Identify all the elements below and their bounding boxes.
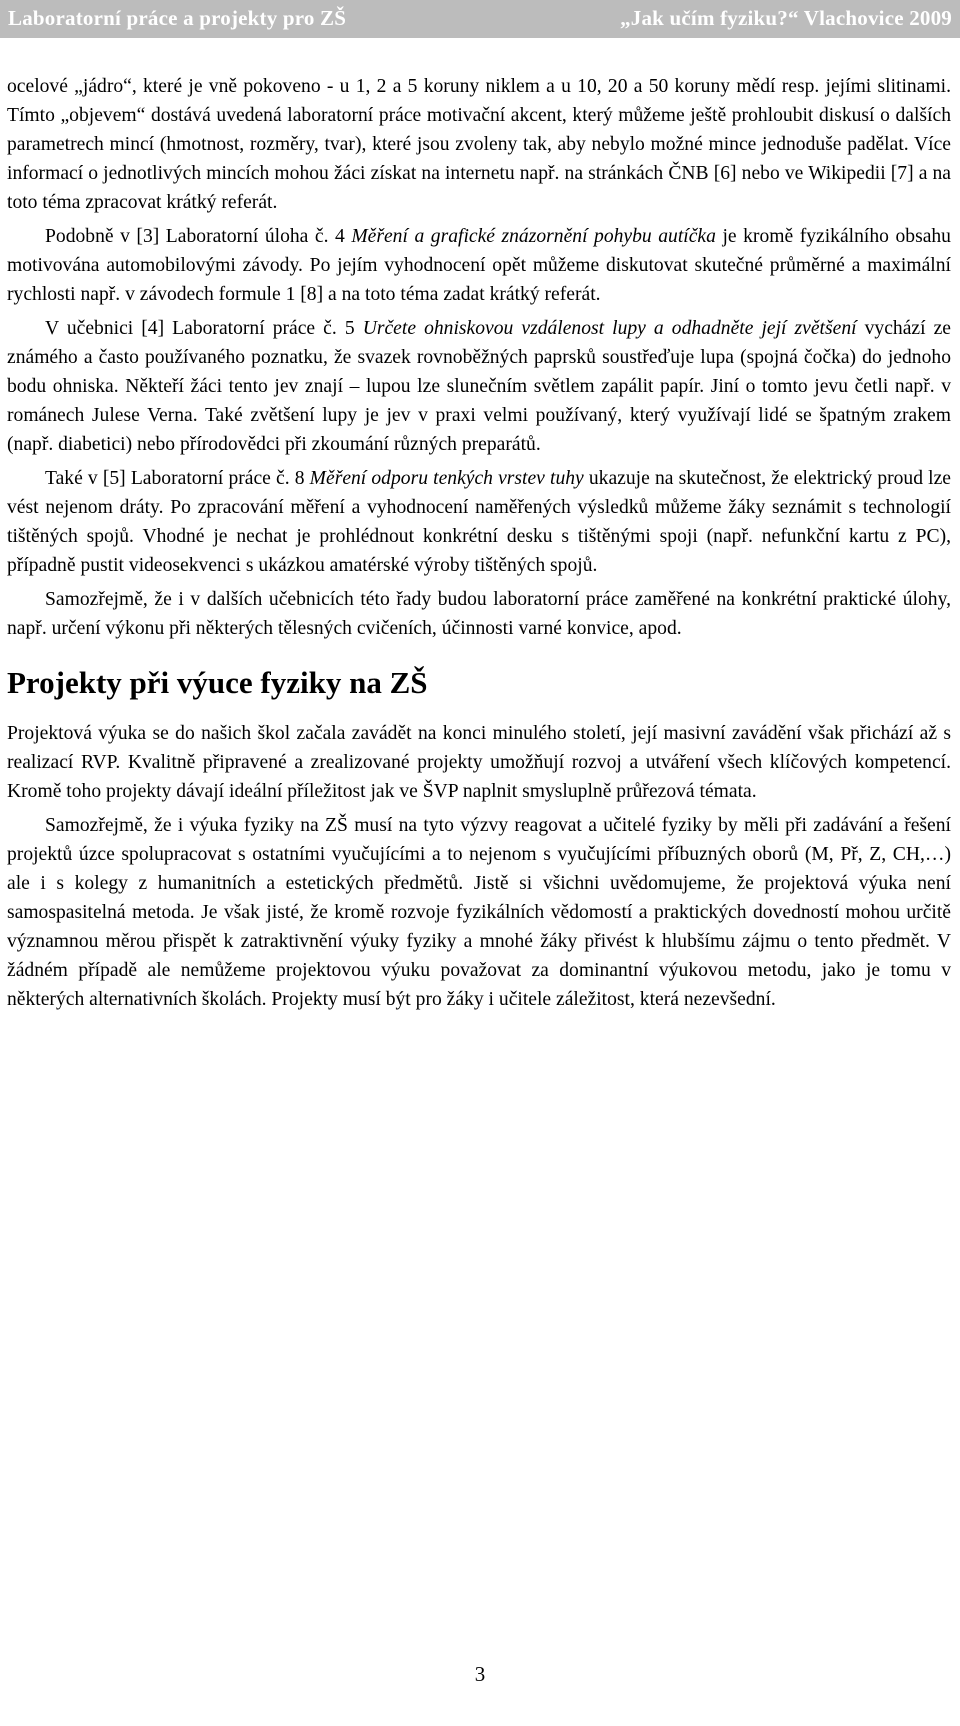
paragraph-graphite-lab — [7, 464, 951, 580]
footer-divider — [62, 1645, 898, 1646]
paragraph-project-cooperation — [7, 811, 951, 1014]
paragraph-lens-lab — [7, 314, 951, 459]
text-run: Samozřejmě, že i v dalších učebnicích této řady budou laboratorní práce zaměřené na konkrétní praktické úlohy, např. určení výkonu při některých tělesných cvičeních, účinnosti varné konvice, apod. — [7, 589, 951, 639]
italic-title-run: Určete ohniskovou vzdálenost lupy a odhadněte její zvětšení — [362, 318, 857, 339]
paragraph-coins — [7, 72, 951, 217]
header-title-left: Laboratorní práce a projekty pro ZŠ — [8, 6, 347, 30]
text-run: Také v [5] Laboratorní práce č. 8 — [45, 468, 310, 489]
text-run: Podobně v [3] Laboratorní úloha č. 4 — [45, 226, 352, 247]
running-header — [0, 0, 960, 38]
document-body — [7, 72, 951, 1014]
italic-title-run: Měření odporu tenkých vrstev tuhy — [309, 468, 584, 489]
paragraph-other-labs — [7, 585, 951, 643]
header-title-right: „Jak učím fyziku?“ Vlachovice 2009 — [620, 6, 952, 30]
text-run: ocelové „jádro“, které je vně pokoveno - u 1, 2 a 5 koruny niklem a u 10, 20 a 50 koruny mědí resp. jejími slitinami. Tímto „objevem“ dostává uvedená laboratorní práce motivační akcent, který můžeme ještě prohloubit diskusí o dalších parametrech mincí (hmotnost, rozměry, tvar), které jsou zvoleny tak, aby nebylo možné mince jednoduše padělat. Více informací o jednotlivých mincích mohou žáci získat na internetu např. na stránkách ČNB [6] nebo ve Wikipedii [7] a na toto téma zpracovat krátký referát. — [7, 76, 951, 213]
page-number: 3 — [474, 1662, 486, 1686]
paragraph-car-lab — [7, 222, 951, 309]
paragraph-project-intro — [7, 719, 951, 806]
section-heading: Projekty při výuce fyziky na ZŠ — [7, 665, 428, 700]
text-run: Projektová výuka se do našich škol začala zavádět na konci minulého století, její masivní zavádění však přichází až s realizací RVP. Kvalitně připravené a zrealizované projekty umožňují rozvoj a utváření všech klíčových kompetencí. Kromě toho projekty dávají ideální příležitost jak ve ŠVP naplnit smysluplně průřezová témata. — [7, 723, 951, 802]
text-run: ukazuje na skutečnost, že elektrický proud lze vést nejenom dráty. Po zpracování měření a vyhodnocení naměřených výsledků můžeme žáky seznámit s technologií tištěných spojů. Vhodné je nechat je prohlédnout konkrétní desku s tištěnými spoji (např. nefunkční kartu z PC), případně pustit videosekvenci s ukázkou amatérské výroby tištěných spojů. — [7, 468, 952, 576]
text-run: V učebnici [4] Laboratorní práce č. 5 — [45, 318, 363, 339]
text-run: vychází ze známého a často používaného poznatku, že svazek rovnoběžných paprsků soustřeďuje lupa (spojná čočka) do jednoho bodu ohniska. Někteří žáci tento jev znají – lupou lze slunečním světlem zapálit papír. Jiní o tomto jevu četli např. v románech Julese Verna. Také zvětšení lupy je jev v praxi velmi používaný, který využívají lidé se špatným zrakem (např. diabetici) nebo přírodovědci při zkoumání různých preparátů. — [7, 318, 952, 455]
text-run: je kromě fyzikálního obsahu motivována automobilovými závody. Po jejím vyhodnocení opět můžeme diskutovat skutečné průměrné a maximální rychlosti např. v závodech formule 1 [8] a na toto téma zadat krátký referát. — [7, 226, 951, 305]
text-run: Samozřejmě, že i výuka fyziky na ZŠ musí na tyto výzvy reagovat a učitelé fyziky by měli při zadávání a řešení projektů úzce spolupracovat s ostatními vyučujícími a to nejenom s vyučujícími příbuzných oborů (M, Př, Z, CH,…) ale i s kolegy z humanitních a estetických předmětů. Jistě si všichni uvědomujeme, že projektová výuka není samospasitelná metoda. Je však jisté, že kromě rozvoje fyzikálních vědomostí a praktických dovedností mohou určitě významnou měrou přispět k zatraktivnění výuky fyziky a mnohé žáky přivést k hlubšímu zájmu o tento předmět. V žádném případě ale nemůžeme projektovou výuku považovat za dominantní výukovou metodu, jako je tomu v některých alternativních školách. Projekty musí být pro žáky i učitele záležitost, která nezevšední. — [7, 815, 951, 1010]
italic-title-run: Měření a grafické znázornění pohybu autíčka — [351, 226, 716, 247]
